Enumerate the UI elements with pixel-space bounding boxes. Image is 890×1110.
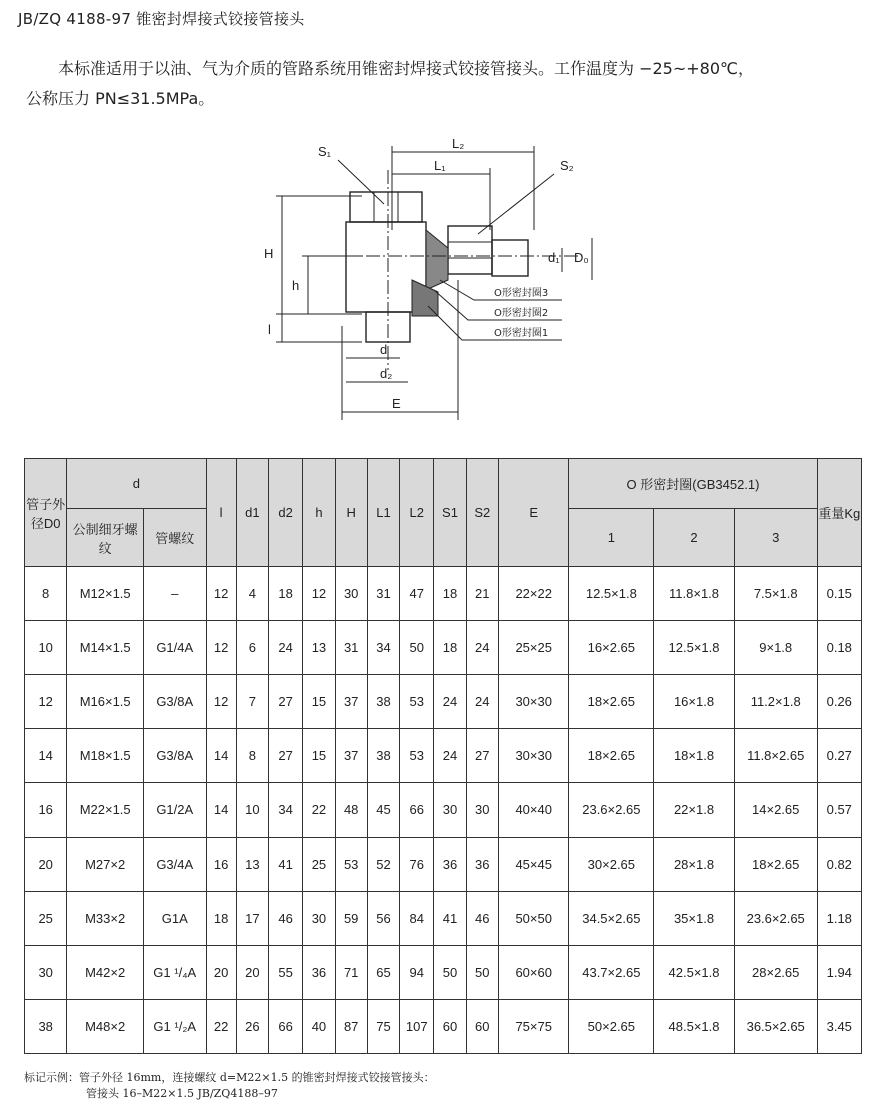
label-E: E <box>392 396 401 411</box>
table-cell: 14 <box>206 783 236 837</box>
header-oring-1: 1 <box>569 509 654 567</box>
table-cell: 24 <box>466 621 498 675</box>
table-cell: 56 <box>367 891 399 945</box>
table-cell: 25×25 <box>498 621 569 675</box>
label-S1: S₁ <box>318 144 332 159</box>
table-cell: 38 <box>367 675 399 729</box>
table-cell: 24 <box>434 729 466 783</box>
table-cell: 16×1.8 <box>654 675 735 729</box>
table-cell: M42×2 <box>67 945 144 999</box>
table-cell: 31 <box>367 567 399 621</box>
table-cell: 34 <box>367 621 399 675</box>
table-cell: G1A <box>143 891 206 945</box>
table-cell: 26 <box>236 999 268 1053</box>
table-cell: 30 <box>335 567 367 621</box>
table-cell: 30×30 <box>498 729 569 783</box>
table-cell: 65 <box>367 945 399 999</box>
header-thread-pipe: 管螺纹 <box>143 509 206 567</box>
table-cell: 34 <box>269 783 303 837</box>
table-cell: 0.57 <box>817 783 861 837</box>
table-cell: 50×2.65 <box>569 999 654 1053</box>
table-cell: 20 <box>206 945 236 999</box>
table-cell: 35×1.8 <box>654 891 735 945</box>
label-oring2: O形密封圈2 <box>494 308 549 319</box>
note-line-1: 标记示例：管子外径 16mm，连接螺纹 d=M22×1.5 的锥密封焊接式铰接管接头： <box>24 1071 435 1084</box>
table-cell: G1/4A <box>143 621 206 675</box>
table-cell: 50×50 <box>498 891 569 945</box>
table-cell: – <box>143 567 206 621</box>
table-cell: 18×2.65 <box>569 729 654 783</box>
table-cell: 45 <box>367 783 399 837</box>
label-d: d <box>380 342 388 357</box>
header-H: H <box>335 459 367 567</box>
table-cell: M48×2 <box>67 999 144 1053</box>
header-L1: L1 <box>367 459 399 567</box>
table-cell: 55 <box>269 945 303 999</box>
table-cell: 76 <box>400 837 434 891</box>
table-cell: 23.6×2.65 <box>569 783 654 837</box>
table-cell: 3.45 <box>817 999 861 1053</box>
table-cell: 12 <box>206 567 236 621</box>
table-cell: 16 <box>206 837 236 891</box>
table-cell: 10 <box>236 783 268 837</box>
table-cell: G1 ¹/₂A <box>143 999 206 1053</box>
table-cell: 15 <box>303 675 335 729</box>
table-cell: 43.7×2.65 <box>569 945 654 999</box>
document-title: JB/ZQ 4188-97 锥密封焊接式铰接管接头 <box>18 10 305 28</box>
table-cell: 41 <box>269 837 303 891</box>
table-cell: 50 <box>400 621 434 675</box>
table-cell: 20 <box>236 945 268 999</box>
table-cell: G3/8A <box>143 675 206 729</box>
table-cell: 18 <box>206 891 236 945</box>
table-cell: 24 <box>434 675 466 729</box>
label-S2: S₂ <box>560 158 574 173</box>
table-row <box>25 945 862 999</box>
label-d2: d₂ <box>380 366 393 381</box>
table-cell: 22×1.8 <box>654 783 735 837</box>
table-cell: 53 <box>400 675 434 729</box>
table-cell: 27 <box>269 675 303 729</box>
table-cell: 45×45 <box>498 837 569 891</box>
header-l: l <box>206 459 236 567</box>
table-cell: G3/4A <box>143 837 206 891</box>
table-cell: 50 <box>434 945 466 999</box>
table-cell: 0.15 <box>817 567 861 621</box>
table-cell: 23.6×2.65 <box>734 891 817 945</box>
table-cell: 12 <box>303 567 335 621</box>
table-cell: M22×1.5 <box>67 783 144 837</box>
table-cell: 48 <box>335 783 367 837</box>
table-cell: 94 <box>400 945 434 999</box>
table-cell: 75×75 <box>498 999 569 1053</box>
header-S2: S2 <box>466 459 498 567</box>
header-oring: O 形密封圈(GB3452.1) <box>569 459 817 509</box>
table-cell: 12 <box>206 675 236 729</box>
header-thread-metric: 公制细牙螺纹 <box>67 509 144 567</box>
table-cell: 107 <box>400 999 434 1053</box>
table-cell: 6 <box>236 621 268 675</box>
table-cell: 30×30 <box>498 675 569 729</box>
table-cell: 0.27 <box>817 729 861 783</box>
label-l: l <box>268 322 271 337</box>
header-oring-3: 3 <box>734 509 817 567</box>
label-h: h <box>292 278 300 293</box>
table-row <box>25 783 862 837</box>
table-cell: 0.82 <box>817 837 861 891</box>
table-cell: 4 <box>236 567 268 621</box>
table-cell: 36 <box>434 837 466 891</box>
table-cell: 37 <box>335 729 367 783</box>
label-D0: D₀ <box>574 250 589 265</box>
table-cell: 18×1.8 <box>654 729 735 783</box>
table-cell: 34.5×2.65 <box>569 891 654 945</box>
table-cell: 46 <box>269 891 303 945</box>
table-row <box>25 729 862 783</box>
header-d2: d2 <box>269 459 303 567</box>
table-cell: 30 <box>466 783 498 837</box>
table-cell: 14 <box>25 729 67 783</box>
table-cell: 11.8×1.8 <box>654 567 735 621</box>
label-oring3: O形密封圈3 <box>494 288 549 299</box>
table-cell: M14×1.5 <box>67 621 144 675</box>
table-cell: 28×1.8 <box>654 837 735 891</box>
table-cell: 9×1.8 <box>734 621 817 675</box>
table-cell: M18×1.5 <box>67 729 144 783</box>
table-row <box>25 675 862 729</box>
table-cell: 36 <box>303 945 335 999</box>
intro-line-2: 公称压力 PN≤31.5MPa。 <box>26 89 215 108</box>
table-cell: 38 <box>367 729 399 783</box>
table-cell: 40 <box>303 999 335 1053</box>
table-cell: 13 <box>303 621 335 675</box>
table-cell: 42.5×1.8 <box>654 945 735 999</box>
table-cell: 47 <box>400 567 434 621</box>
intro-paragraph <box>26 54 876 114</box>
table-row <box>25 567 862 621</box>
label-oring1: O形密封圈1 <box>494 328 549 339</box>
table-cell: 12 <box>25 675 67 729</box>
header-d0: 管子外径D0 <box>25 459 67 567</box>
table-cell: M33×2 <box>67 891 144 945</box>
table-cell: 18×2.65 <box>734 837 817 891</box>
intro-line-1: 本标准适用于以油、气为介质的管路系统用锥密封焊接式铰接管接头。工作温度为 −25~+80℃， <box>58 59 754 78</box>
table-cell: 12 <box>206 621 236 675</box>
table-cell: 1.18 <box>817 891 861 945</box>
table-cell: 16×2.65 <box>569 621 654 675</box>
table-cell: 36.5×2.65 <box>734 999 817 1053</box>
table-cell: 48.5×1.8 <box>654 999 735 1053</box>
table-cell: 18 <box>434 567 466 621</box>
table-cell: 28×2.65 <box>734 945 817 999</box>
table-cell: 22×22 <box>498 567 569 621</box>
table-cell: 31 <box>335 621 367 675</box>
table-cell: 21 <box>466 567 498 621</box>
table-cell: M16×1.5 <box>67 675 144 729</box>
table-cell: 38 <box>25 999 67 1053</box>
table-cell: 53 <box>335 837 367 891</box>
table-cell: 52 <box>367 837 399 891</box>
label-L2: L₂ <box>452 136 465 151</box>
table-cell: 22 <box>303 783 335 837</box>
table-cell: 18 <box>434 621 466 675</box>
table-cell: 60 <box>434 999 466 1053</box>
table-cell: 24 <box>269 621 303 675</box>
table-cell: 75 <box>367 999 399 1053</box>
table-cell: 37 <box>335 675 367 729</box>
table-cell: 8 <box>25 567 67 621</box>
header-d: d <box>67 459 206 509</box>
table-cell: 20 <box>25 837 67 891</box>
table-cell: 15 <box>303 729 335 783</box>
table-cell: 11.8×2.65 <box>734 729 817 783</box>
table-cell: 14 <box>206 729 236 783</box>
header-L2: L2 <box>400 459 434 567</box>
label-d1: d₁ <box>548 250 560 265</box>
table-cell: 41 <box>434 891 466 945</box>
fitting-drawing <box>262 130 602 430</box>
table-cell: 22 <box>206 999 236 1053</box>
table-row <box>25 621 862 675</box>
table-cell: 30 <box>25 945 67 999</box>
table-cell: 40×40 <box>498 783 569 837</box>
label-H: H <box>264 246 274 261</box>
label-L1: L₁ <box>434 158 446 173</box>
header-weight: 重量Kg <box>817 459 861 567</box>
table-cell: 11.2×1.8 <box>734 675 817 729</box>
table-cell: 71 <box>335 945 367 999</box>
table-row <box>25 837 862 891</box>
table-cell: 66 <box>269 999 303 1053</box>
table-cell: 66 <box>400 783 434 837</box>
table-cell: 18 <box>269 567 303 621</box>
table-cell: 25 <box>303 837 335 891</box>
table-cell: 30×2.65 <box>569 837 654 891</box>
table-cell: 59 <box>335 891 367 945</box>
table-cell: 60×60 <box>498 945 569 999</box>
table-cell: 7 <box>236 675 268 729</box>
table-cell: 13 <box>236 837 268 891</box>
table-cell: 60 <box>466 999 498 1053</box>
table-cell: 53 <box>400 729 434 783</box>
table-cell: 7.5×1.8 <box>734 567 817 621</box>
marking-example <box>24 1070 435 1102</box>
table-cell: 12.5×1.8 <box>654 621 735 675</box>
table-cell: G1 ¹/₄A <box>143 945 206 999</box>
table-cell: 12.5×1.8 <box>569 567 654 621</box>
table-cell: 24 <box>466 675 498 729</box>
table-cell: G3/8A <box>143 729 206 783</box>
table-cell: 27 <box>466 729 498 783</box>
table-cell: 18×2.65 <box>569 675 654 729</box>
table-cell: 30 <box>303 891 335 945</box>
table-cell: M12×1.5 <box>67 567 144 621</box>
table-cell: 84 <box>400 891 434 945</box>
table-cell: 0.26 <box>817 675 861 729</box>
specification-table <box>24 458 862 1054</box>
table-cell: 8 <box>236 729 268 783</box>
table-cell: 50 <box>466 945 498 999</box>
note-line-2: 管接头 16–M22×1.5 JB/ZQ4188–97 <box>86 1087 278 1100</box>
table-row <box>25 999 862 1053</box>
header-h: h <box>303 459 335 567</box>
table-row <box>25 891 862 945</box>
table-cell: G1/2A <box>143 783 206 837</box>
header-S1: S1 <box>434 459 466 567</box>
table-cell: 27 <box>269 729 303 783</box>
table-cell: 0.18 <box>817 621 861 675</box>
header-E: E <box>498 459 569 567</box>
table-cell: M27×2 <box>67 837 144 891</box>
table-cell: 46 <box>466 891 498 945</box>
table-cell: 36 <box>466 837 498 891</box>
table-cell: 30 <box>434 783 466 837</box>
table-cell: 17 <box>236 891 268 945</box>
table-cell: 10 <box>25 621 67 675</box>
header-d1: d1 <box>236 459 268 567</box>
table-cell: 16 <box>25 783 67 837</box>
table-cell: 1.94 <box>817 945 861 999</box>
table-cell: 25 <box>25 891 67 945</box>
table-cell: 14×2.65 <box>734 783 817 837</box>
table-cell: 87 <box>335 999 367 1053</box>
header-oring-2: 2 <box>654 509 735 567</box>
